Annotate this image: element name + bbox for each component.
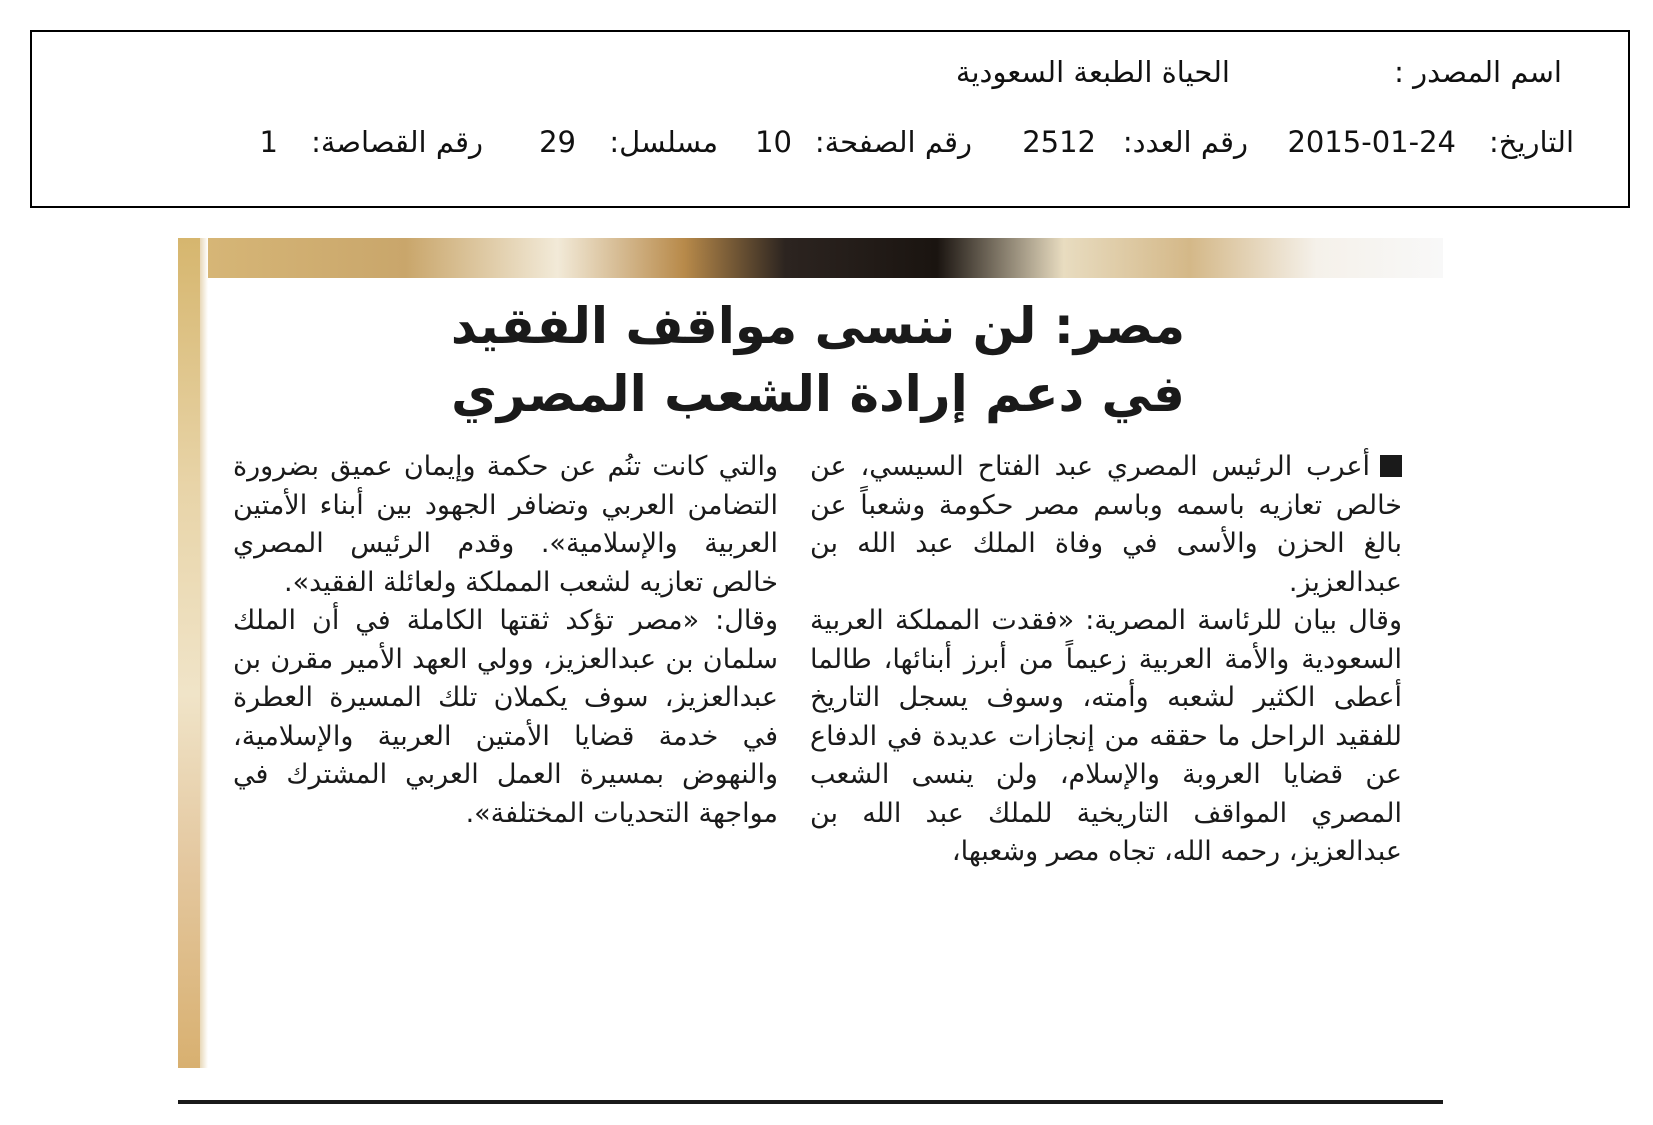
paragraph-1: أعرب الرئيس المصري عبد الفتاح السيسي، عن خالص تعازيه باسمه وباسم مصر حكومة وشعباً عن بالغ الحزن والأسى في وفاة الملك عبد الله بن عبدالعزيز. (810, 451, 1402, 598)
source-value: الحياة الطبعة السعودية (955, 55, 1230, 89)
clip-value: 1 (259, 125, 278, 159)
article-column-right (810, 448, 1402, 872)
issue-value: 2512 (1022, 125, 1096, 159)
headline-line-1: مصر: لن ننسى مواقف الفقيد (450, 297, 1186, 355)
paragraph-4: وقال: «مصر تؤكد ثقتها الكاملة في أن الملك سلمان بن عبدالعزيز، وولي العهد الأمير مقرن بن عبدالعزيز، سوف يكملان تلك المسيرة العطرة في خدمة قضايا الأمتين العربية والإسلامية، والنهوض بمسيرة العمل العربي المشترك في مواجهة التحديات المختلفة». (233, 605, 778, 829)
clipping-metadata-box (30, 30, 1630, 208)
paragraph-2: وقال بيان للرئاسة المصرية: «فقدت المملكة العربية السعودية والأمة العربية زعيماً من أبرز أبنائها، طالما أعطى الكثير لشعبه وأمته، وسوف يسجل التاريخ للفقيد الراحل ما حققه من إنجازات عديدة في الدفاع عن قضايا العروبة والإسلام، ولن ينسى الشعب المصري المواقف التاريخية للملك عبد الله بن عبدالعزيز، رحمه الله، تجاه مصر وشعبها، (810, 605, 1402, 867)
photo-edge (200, 238, 208, 1068)
bullet-square-icon (1380, 455, 1402, 477)
serial-value: 29 (539, 125, 576, 159)
page-value: 10 (755, 125, 792, 159)
clip-label: رقم القصاصة: (311, 125, 483, 159)
newspaper-clipping (178, 238, 1443, 1068)
article-column-left (233, 448, 778, 833)
date-value: 2015-01-24 (1287, 125, 1456, 159)
photo-fragment-left (178, 238, 200, 1068)
page-label: رقم الصفحة: (814, 125, 972, 159)
photo-fragment-top (178, 238, 1443, 278)
issue-label: رقم العدد: (1122, 125, 1248, 159)
bottom-divider (178, 1100, 1443, 1104)
paragraph-3: والتي كانت تنُم عن حكمة وإيمان عميق بضرورة التضامن العربي وتضافر الجهود بين أبناء الأمتين العربية والإسلامية». وقدم الرئيس المصري خالص تعازيه لشعب المملكة ولعائلة الفقيد». (233, 451, 778, 598)
headline-line-2: في دعم إرادة الشعب المصري (451, 365, 1185, 423)
date-label: التاريخ: (1488, 125, 1574, 159)
source-label: اسم المصدر : (1394, 55, 1562, 89)
serial-label: مسلسل: (609, 125, 718, 159)
